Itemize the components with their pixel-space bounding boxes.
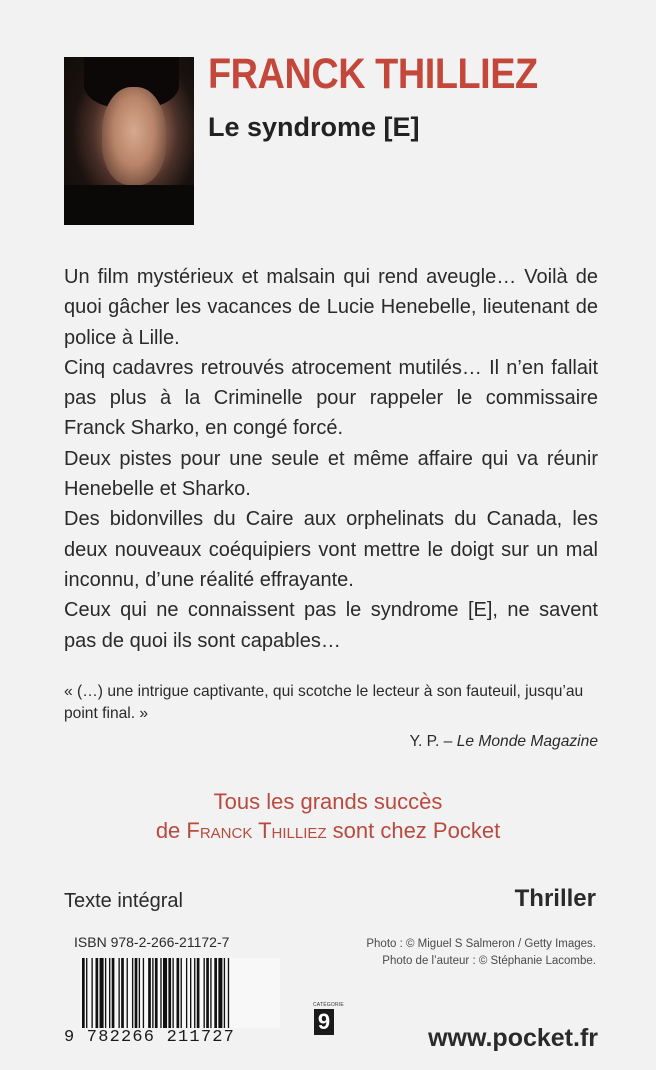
blurb-paragraph: Deux pistes pour une seule et même affaire qui va réunir Henebelle et Sharko. — [64, 447, 598, 501]
barcode-bar — [100, 958, 104, 1028]
blurb-paragraph: Des bidonvilles du Caire aux orphelinats du Canada, les deux nouveaux coéquipiers vont mettre le doigt sur un mal inconnu, d’une réalité effrayante. — [64, 508, 598, 591]
review-publication: Le Monde Magazine — [456, 733, 598, 750]
barcode-bar — [186, 958, 187, 1028]
barcode-bar — [228, 958, 229, 1028]
author-photo-face — [102, 87, 166, 185]
barcode-bar — [155, 958, 158, 1028]
barcode-bar — [168, 958, 171, 1028]
barcode-bar — [218, 958, 222, 1028]
review-quote: « (…) une intrigue captivante, qui scotche le lecteur à son fauteuil, jusqu’au point final. » — [64, 683, 584, 722]
author-name: FRANCK THILLIEZ — [208, 50, 538, 98]
barcode-bar — [197, 958, 200, 1028]
barcode-bar — [86, 958, 87, 1028]
category-number: 9 — [314, 1009, 334, 1035]
barcode-bar — [143, 958, 144, 1028]
photo-credit: Photo : © Miguel S Salmeron / Getty Images. — [366, 938, 596, 950]
book-title: Le syndrome [E] — [208, 112, 420, 142]
barcode-bar — [109, 958, 110, 1028]
barcode-bar — [206, 958, 209, 1028]
promo-line-2 — [0, 818, 656, 844]
barcode-digits: 9 782266 211727 — [64, 1028, 236, 1047]
barcode-bar — [190, 958, 191, 1028]
blurb-paragraph: Ceux qui ne connaissent pas le syndrome [E], ne savent pas de quoi ils sont capables… — [64, 599, 598, 652]
review-author: Y. P. – — [409, 733, 457, 750]
barcode-bar — [135, 958, 138, 1028]
promo-prefix: de — [155, 818, 187, 843]
photo-credits — [366, 936, 596, 970]
blurb-paragraph: Un film mystérieux et malsain qui rend aveugle… Voilà de quoi gâcher les vacances de Lucie Henebelle, lieutenant de police à Lille. — [64, 266, 598, 349]
promo-line-1: Tous les grands succès — [213, 789, 443, 814]
barcode-bar — [194, 958, 195, 1028]
barcode-bar — [163, 958, 167, 1028]
barcode-bar — [132, 958, 133, 1028]
barcode-bar — [82, 958, 85, 1028]
promo-author-name: Franck Thilliez — [186, 818, 327, 843]
genre-label: Thriller — [514, 885, 596, 912]
barcode-bar — [127, 958, 128, 1028]
review-source — [410, 733, 598, 751]
promo-suffix: sont chez Pocket — [326, 818, 501, 843]
author-photo — [64, 57, 194, 225]
barcode-bar — [204, 958, 205, 1028]
barcode-bar — [172, 958, 173, 1028]
barcode-bar — [210, 958, 211, 1028]
author-photo-shirt — [64, 185, 194, 225]
blurb-paragraph: Cinq cadavres retrouvés atrocement mutilés… Il n’en fallait pas plus à la Criminelle pour rappeler le commissaire Franck Sharko, en congé forcé. — [64, 356, 598, 440]
barcode-bar — [139, 958, 140, 1028]
barcode-bar — [181, 958, 182, 1028]
barcode-bar — [224, 958, 225, 1028]
barcode-icon — [80, 958, 280, 1028]
barcode-bar — [214, 958, 217, 1028]
isbn: ISBN 978-2-266-21172-7 — [74, 934, 230, 950]
barcode-bar — [96, 958, 99, 1028]
category-badge — [313, 1002, 344, 1035]
edition-label: Texte intégral — [64, 890, 183, 912]
website-url: www.pocket.fr — [428, 1024, 598, 1052]
barcode-bar — [160, 958, 161, 1028]
barcode-bar — [148, 958, 151, 1028]
barcode-bar — [118, 958, 119, 1028]
author-photo-credit: Photo de l’auteur : © Stéphanie Lacombe. — [382, 955, 596, 967]
barcode-bar — [121, 958, 124, 1028]
barcode-bar — [152, 958, 153, 1028]
barcode-bar — [177, 958, 180, 1028]
blurb — [64, 262, 598, 656]
barcode-bar — [91, 958, 92, 1028]
barcode-bar — [105, 958, 106, 1028]
barcode-bar — [112, 958, 115, 1028]
category-label: CATÉGORIE — [313, 1002, 344, 1008]
